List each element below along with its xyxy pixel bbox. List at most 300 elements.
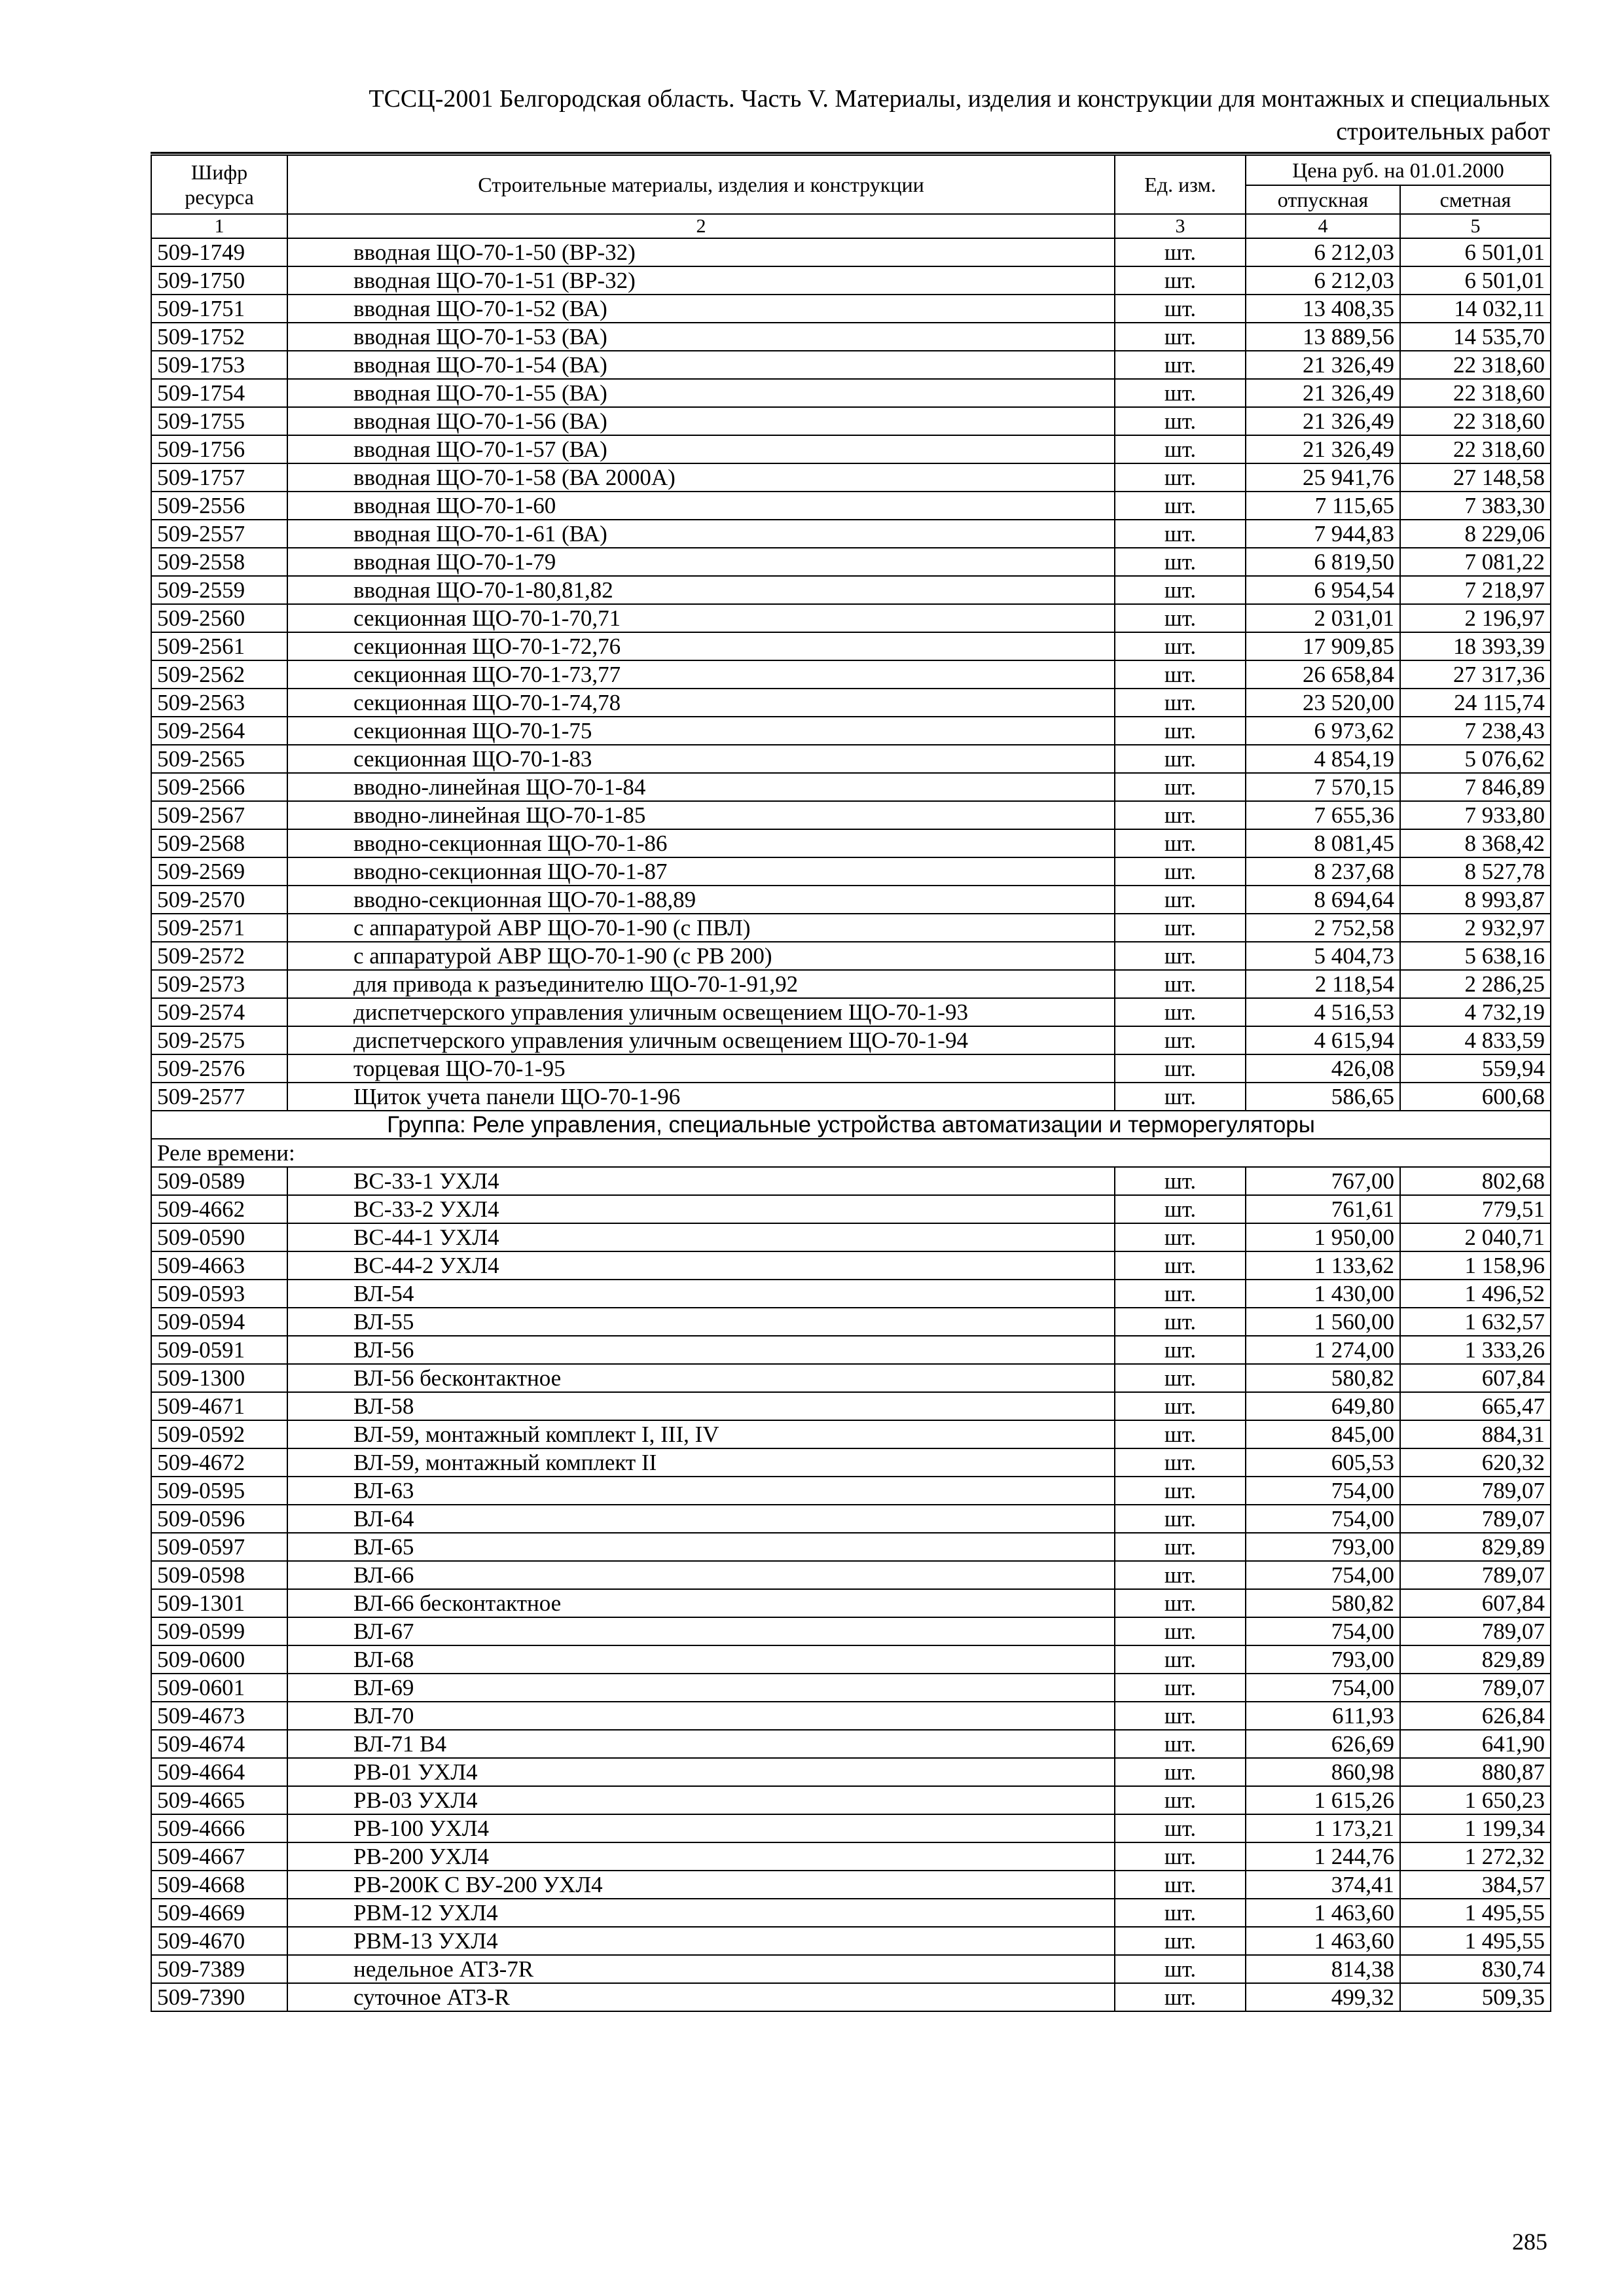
- resource-code: 509-2558: [151, 548, 287, 576]
- resource-name: ВС-44-1 УХЛ4: [287, 1223, 1115, 1251]
- price-release: 8 081,45: [1246, 829, 1400, 857]
- price-release: 1 463,60: [1246, 1927, 1400, 1955]
- price-release: 2 031,01: [1246, 604, 1400, 632]
- price-release: 21 326,49: [1246, 435, 1400, 463]
- unit-cell: шт.: [1115, 1308, 1246, 1336]
- price-estimate: 830,74: [1400, 1955, 1551, 1983]
- price-release: 1 133,62: [1246, 1251, 1400, 1280]
- price-release: 13 408,35: [1246, 295, 1400, 323]
- resource-code: 509-2566: [151, 773, 287, 801]
- resource-code: 509-1755: [151, 407, 287, 435]
- resource-name: ВЛ-59, монтажный комплект II: [287, 1448, 1115, 1477]
- unit-cell: шт.: [1115, 745, 1246, 773]
- price-release: 580,82: [1246, 1589, 1400, 1617]
- unit-cell: шт.: [1115, 238, 1246, 266]
- resource-name: вводная ЩО-70-1-52 (ВА): [287, 295, 1115, 323]
- unit-cell: шт.: [1115, 1955, 1246, 1983]
- resource-name: секционная ЩО-70-1-74,78: [287, 689, 1115, 717]
- price-estimate: 829,89: [1400, 1645, 1551, 1674]
- resource-code: 509-1300: [151, 1364, 287, 1392]
- unit-cell: шт.: [1115, 435, 1246, 463]
- table-row: [151, 1786, 1551, 1814]
- price-release: 26 658,84: [1246, 660, 1400, 689]
- table-row: [151, 379, 1551, 407]
- table-row: [151, 492, 1551, 520]
- price-table: [151, 154, 1551, 2012]
- table-row: [151, 886, 1551, 914]
- resource-code: 509-1753: [151, 351, 287, 379]
- table-row: [151, 1195, 1551, 1223]
- unit-cell: шт.: [1115, 266, 1246, 295]
- resource-name: ВС-33-2 УХЛ4: [287, 1195, 1115, 1223]
- unit-cell: шт.: [1115, 1195, 1246, 1223]
- subgroup-title: Реле времени:: [151, 1139, 1551, 1167]
- header-price-estimate: сметная: [1400, 185, 1551, 214]
- unit-cell: шт.: [1115, 857, 1246, 886]
- unit-cell: шт.: [1115, 1280, 1246, 1308]
- unit-cell: шт.: [1115, 1448, 1246, 1477]
- resource-name: ВЛ-54: [287, 1280, 1115, 1308]
- resource-code: 509-0598: [151, 1561, 287, 1589]
- table-row: [151, 1448, 1551, 1477]
- resource-code: 509-2571: [151, 914, 287, 942]
- price-estimate: 14 535,70: [1400, 323, 1551, 351]
- resource-name: секционная ЩО-70-1-73,77: [287, 660, 1115, 689]
- table-row: [151, 1842, 1551, 1871]
- resource-name: торцевая ЩО-70-1-95: [287, 1054, 1115, 1083]
- resource-code: 509-2562: [151, 660, 287, 689]
- resource-name: вводная ЩО-70-1-51 (ВР-32): [287, 266, 1115, 295]
- price-estimate: 2 286,25: [1400, 970, 1551, 998]
- resource-name: ВЛ-56 бесконтактное: [287, 1364, 1115, 1392]
- resource-code: 509-4662: [151, 1195, 287, 1223]
- unit-cell: шт.: [1115, 1645, 1246, 1674]
- table-row: [151, 1589, 1551, 1617]
- resource-code: 509-1750: [151, 266, 287, 295]
- price-estimate: 27 148,58: [1400, 463, 1551, 492]
- unit-cell: шт.: [1115, 407, 1246, 435]
- resource-code: 509-0600: [151, 1645, 287, 1674]
- price-release: 6 819,50: [1246, 548, 1400, 576]
- price-estimate: 8 229,06: [1400, 520, 1551, 548]
- price-estimate: 1 158,96: [1400, 1251, 1551, 1280]
- resource-code: 509-2569: [151, 857, 287, 886]
- table-row: [151, 632, 1551, 660]
- resource-code: 509-7390: [151, 1983, 287, 2011]
- table-row: [151, 1280, 1551, 1308]
- unit-cell: шт.: [1115, 773, 1246, 801]
- resource-code: 509-2577: [151, 1083, 287, 1111]
- resource-name: ВЛ-65: [287, 1533, 1115, 1561]
- resource-name: РВ-100 УХЛ4: [287, 1814, 1115, 1842]
- resource-name: ВЛ-59, монтажный комплект I, III, IV: [287, 1420, 1115, 1448]
- price-release: 13 889,56: [1246, 323, 1400, 351]
- unit-cell: шт.: [1115, 463, 1246, 492]
- resource-code: 509-2573: [151, 970, 287, 998]
- price-estimate: 1 496,52: [1400, 1280, 1551, 1308]
- resource-name: ВС-44-2 УХЛ4: [287, 1251, 1115, 1280]
- unit-cell: шт.: [1115, 520, 1246, 548]
- resource-name: вводная ЩО-70-1-57 (ВА): [287, 435, 1115, 463]
- resource-code: 509-4669: [151, 1899, 287, 1927]
- table-row: [151, 1223, 1551, 1251]
- unit-cell: шт.: [1115, 1420, 1246, 1448]
- group-section: [151, 1111, 1551, 1167]
- resource-code: 509-1754: [151, 379, 287, 407]
- unit-cell: шт.: [1115, 1589, 1246, 1617]
- resource-name: диспетчерского управления уличным освещением ЩО-70-1-93: [287, 998, 1115, 1026]
- price-release: 1 615,26: [1246, 1786, 1400, 1814]
- group-title: Группа: Реле управления, специальные устройства автоматизации и терморегуляторы: [151, 1111, 1551, 1139]
- col-number-1: 1: [151, 214, 287, 238]
- price-release: 7 115,65: [1246, 492, 1400, 520]
- unit-cell: шт.: [1115, 1026, 1246, 1054]
- price-release: 754,00: [1246, 1505, 1400, 1533]
- resource-code: 509-1757: [151, 463, 287, 492]
- header-code-label: Шифр ресурса: [185, 160, 254, 209]
- resource-name: РВ-200К С ВУ-200 УХЛ4: [287, 1871, 1115, 1899]
- price-estimate: 1 632,57: [1400, 1308, 1551, 1336]
- resource-code: 509-1751: [151, 295, 287, 323]
- price-release: 586,65: [1246, 1083, 1400, 1111]
- unit-cell: шт.: [1115, 717, 1246, 745]
- unit-cell: шт.: [1115, 1730, 1246, 1758]
- price-release: 1 430,00: [1246, 1280, 1400, 1308]
- table-row: [151, 1308, 1551, 1336]
- price-estimate: 1 272,32: [1400, 1842, 1551, 1871]
- unit-cell: шт.: [1115, 1223, 1246, 1251]
- table-row: [151, 1617, 1551, 1645]
- price-estimate: 6 501,01: [1400, 238, 1551, 266]
- resource-code: 509-2560: [151, 604, 287, 632]
- price-release: 761,61: [1246, 1195, 1400, 1223]
- price-estimate: 789,07: [1400, 1617, 1551, 1645]
- resource-name: вводная ЩО-70-1-80,81,82: [287, 576, 1115, 604]
- resource-code: 509-4672: [151, 1448, 287, 1477]
- resource-name: диспетчерского управления уличным освещением ЩО-70-1-94: [287, 1026, 1115, 1054]
- price-release: 21 326,49: [1246, 407, 1400, 435]
- price-estimate: 829,89: [1400, 1533, 1551, 1561]
- table-row: [151, 1955, 1551, 1983]
- price-estimate: 600,68: [1400, 1083, 1551, 1111]
- resource-name: секционная ЩО-70-1-75: [287, 717, 1115, 745]
- resource-code: 509-2565: [151, 745, 287, 773]
- table-row: [151, 1983, 1551, 2011]
- unit-cell: шт.: [1115, 1054, 1246, 1083]
- price-release: 1 950,00: [1246, 1223, 1400, 1251]
- resource-code: 509-2575: [151, 1026, 287, 1054]
- unit-cell: шт.: [1115, 1927, 1246, 1955]
- price-release: 499,32: [1246, 1983, 1400, 2011]
- price-estimate: 5 076,62: [1400, 745, 1551, 773]
- price-estimate: 14 032,11: [1400, 295, 1551, 323]
- price-estimate: 559,94: [1400, 1054, 1551, 1083]
- resource-name: секционная ЩО-70-1-83: [287, 745, 1115, 773]
- table-row: [151, 857, 1551, 886]
- price-estimate: 1 199,34: [1400, 1814, 1551, 1842]
- table-row: [151, 238, 1551, 266]
- price-estimate: 384,57: [1400, 1871, 1551, 1899]
- resource-name: вводная ЩО-70-1-61 (ВА): [287, 520, 1115, 548]
- table-row: [151, 1561, 1551, 1589]
- table-row: [151, 1702, 1551, 1730]
- unit-cell: шт.: [1115, 492, 1246, 520]
- resource-code: 509-0591: [151, 1336, 287, 1364]
- resource-name: вводная ЩО-70-1-79: [287, 548, 1115, 576]
- resource-name: вводная ЩО-70-1-53 (ВА): [287, 323, 1115, 351]
- resource-name: ВЛ-63: [287, 1477, 1115, 1505]
- resource-code: 509-4663: [151, 1251, 287, 1280]
- unit-cell: шт.: [1115, 886, 1246, 914]
- price-estimate: 1 495,55: [1400, 1927, 1551, 1955]
- resource-name: ВЛ-67: [287, 1617, 1115, 1645]
- price-estimate: 7 081,22: [1400, 548, 1551, 576]
- resource-code: 509-1756: [151, 435, 287, 463]
- price-release: 2 118,54: [1246, 970, 1400, 998]
- price-estimate: 2 040,71: [1400, 1223, 1551, 1251]
- price-release: 814,38: [1246, 1955, 1400, 1983]
- unit-cell: шт.: [1115, 1814, 1246, 1842]
- table-row: [151, 1083, 1551, 1111]
- price-estimate: 7 218,97: [1400, 576, 1551, 604]
- price-release: 1 463,60: [1246, 1899, 1400, 1927]
- resource-code: 509-1749: [151, 238, 287, 266]
- price-estimate: 2 196,97: [1400, 604, 1551, 632]
- price-release: 2 752,58: [1246, 914, 1400, 942]
- resource-code: 509-1301: [151, 1589, 287, 1617]
- price-estimate: 1 333,26: [1400, 1336, 1551, 1364]
- resource-name: РВ-01 УХЛ4: [287, 1758, 1115, 1786]
- price-release: 4 516,53: [1246, 998, 1400, 1026]
- unit-cell: шт.: [1115, 829, 1246, 857]
- resource-name: для привода к разъединителю ЩО-70-1-91,92: [287, 970, 1115, 998]
- price-release: 17 909,85: [1246, 632, 1400, 660]
- table-row: [151, 801, 1551, 829]
- price-estimate: 7 933,80: [1400, 801, 1551, 829]
- price-estimate: 880,87: [1400, 1758, 1551, 1786]
- price-release: 605,53: [1246, 1448, 1400, 1477]
- price-release: 6 212,03: [1246, 266, 1400, 295]
- unit-cell: шт.: [1115, 1336, 1246, 1364]
- table-row: [151, 548, 1551, 576]
- price-estimate: 8 368,42: [1400, 829, 1551, 857]
- table-row: [151, 435, 1551, 463]
- price-release: 21 326,49: [1246, 351, 1400, 379]
- price-estimate: 802,68: [1400, 1167, 1551, 1195]
- unit-cell: шт.: [1115, 660, 1246, 689]
- unit-cell: шт.: [1115, 1983, 1246, 2011]
- resource-name: ВЛ-58: [287, 1392, 1115, 1420]
- table-row: [151, 1251, 1551, 1280]
- unit-cell: шт.: [1115, 1842, 1246, 1871]
- resource-code: 509-0595: [151, 1477, 287, 1505]
- price-estimate: 6 501,01: [1400, 266, 1551, 295]
- table-row: [151, 1364, 1551, 1392]
- resource-code: 509-4671: [151, 1392, 287, 1420]
- price-estimate: 22 318,60: [1400, 379, 1551, 407]
- table-row: [151, 351, 1551, 379]
- table-row: [151, 576, 1551, 604]
- price-estimate: 789,07: [1400, 1505, 1551, 1533]
- unit-cell: шт.: [1115, 998, 1246, 1026]
- unit-cell: шт.: [1115, 970, 1246, 998]
- table-row: [151, 1814, 1551, 1842]
- header-name: Строительные материалы, изделия и конструкции: [287, 155, 1115, 214]
- resource-code: 509-2568: [151, 829, 287, 857]
- resource-code: 509-1752: [151, 323, 287, 351]
- price-estimate: 5 638,16: [1400, 942, 1551, 970]
- unit-cell: шт.: [1115, 1251, 1246, 1280]
- price-release: 649,80: [1246, 1392, 1400, 1420]
- resource-code: 509-0589: [151, 1167, 287, 1195]
- resource-code: 509-4674: [151, 1730, 287, 1758]
- resource-name: недельное АТЗ-7R: [287, 1955, 1115, 1983]
- unit-cell: шт.: [1115, 914, 1246, 942]
- unit-cell: шт.: [1115, 1533, 1246, 1561]
- table-row: [151, 463, 1551, 492]
- resource-name: ВЛ-68: [287, 1645, 1115, 1674]
- resource-code: 509-0590: [151, 1223, 287, 1251]
- table-row: [151, 1477, 1551, 1505]
- table-row: [151, 1758, 1551, 1786]
- resource-name: вводно-линейная ЩО-70-1-85: [287, 801, 1115, 829]
- table-row: [151, 1899, 1551, 1927]
- running-header: [151, 84, 1550, 154]
- col-number-5: 5: [1400, 214, 1551, 238]
- header-code: [151, 155, 287, 214]
- unit-cell: шт.: [1115, 1786, 1246, 1814]
- resource-code: 509-2556: [151, 492, 287, 520]
- table-row: [151, 407, 1551, 435]
- price-release: 7 944,83: [1246, 520, 1400, 548]
- price-release: 793,00: [1246, 1533, 1400, 1561]
- resource-code: 509-4665: [151, 1786, 287, 1814]
- resource-name: ВЛ-66 бесконтактное: [287, 1589, 1115, 1617]
- unit-cell: шт.: [1115, 1505, 1246, 1533]
- price-release: 1 560,00: [1246, 1308, 1400, 1336]
- price-estimate: 27 317,36: [1400, 660, 1551, 689]
- unit-cell: шт.: [1115, 1392, 1246, 1420]
- resource-code: 509-2564: [151, 717, 287, 745]
- price-estimate: 789,07: [1400, 1477, 1551, 1505]
- unit-cell: шт.: [1115, 801, 1246, 829]
- unit-cell: шт.: [1115, 942, 1246, 970]
- resource-code: 509-0594: [151, 1308, 287, 1336]
- table-row: [151, 295, 1551, 323]
- table-row: [151, 1054, 1551, 1083]
- resource-code: 509-4668: [151, 1871, 287, 1899]
- unit-cell: шт.: [1115, 323, 1246, 351]
- price-release: 754,00: [1246, 1561, 1400, 1589]
- resource-name: вводная ЩО-70-1-55 (ВА): [287, 379, 1115, 407]
- unit-cell: шт.: [1115, 604, 1246, 632]
- price-estimate: 24 115,74: [1400, 689, 1551, 717]
- resource-code: 509-2572: [151, 942, 287, 970]
- resource-name: ВЛ-64: [287, 1505, 1115, 1533]
- col-number-3: 3: [1115, 214, 1246, 238]
- table-row: [151, 942, 1551, 970]
- price-estimate: 626,84: [1400, 1702, 1551, 1730]
- resource-code: 509-2574: [151, 998, 287, 1026]
- price-estimate: 1 495,55: [1400, 1899, 1551, 1927]
- resource-code: 509-0597: [151, 1533, 287, 1561]
- price-estimate: 620,32: [1400, 1448, 1551, 1477]
- price-release: 845,00: [1246, 1420, 1400, 1448]
- resource-name: РВ-200 УХЛ4: [287, 1842, 1115, 1871]
- price-release: 7 655,36: [1246, 801, 1400, 829]
- table-row: [151, 829, 1551, 857]
- table-body-part2: [151, 1167, 1551, 2011]
- resource-name: ВЛ-66: [287, 1561, 1115, 1589]
- resource-code: 509-2557: [151, 520, 287, 548]
- table-row: [151, 998, 1551, 1026]
- resource-name: вводно-секционная ЩО-70-1-88,89: [287, 886, 1115, 914]
- price-estimate: 1 650,23: [1400, 1786, 1551, 1814]
- price-release: 21 326,49: [1246, 379, 1400, 407]
- price-estimate: 8 993,87: [1400, 886, 1551, 914]
- group-row: [151, 1111, 1551, 1139]
- unit-cell: шт.: [1115, 632, 1246, 660]
- header-price-release: отпускная: [1246, 185, 1400, 214]
- price-release: 23 520,00: [1246, 689, 1400, 717]
- resource-name: ВЛ-55: [287, 1308, 1115, 1336]
- resource-name: секционная ЩО-70-1-70,71: [287, 604, 1115, 632]
- price-release: 6 973,62: [1246, 717, 1400, 745]
- resource-name: ВС-33-1 УХЛ4: [287, 1167, 1115, 1195]
- header-price: Цена руб. на 01.01.2000: [1246, 155, 1551, 185]
- resource-name: с аппаратурой АВР ЩО-70-1-90 (с РВ 200): [287, 942, 1115, 970]
- price-release: 754,00: [1246, 1674, 1400, 1702]
- price-estimate: 22 318,60: [1400, 351, 1551, 379]
- resource-name: ВЛ-71 В4: [287, 1730, 1115, 1758]
- resource-name: вводная ЩО-70-1-56 (ВА): [287, 407, 1115, 435]
- price-estimate: 8 527,78: [1400, 857, 1551, 886]
- price-release: 860,98: [1246, 1758, 1400, 1786]
- resource-name: вводно-секционная ЩО-70-1-87: [287, 857, 1115, 886]
- table-row: [151, 323, 1551, 351]
- table-row: [151, 1505, 1551, 1533]
- price-estimate: 4 833,59: [1400, 1026, 1551, 1054]
- price-release: 426,08: [1246, 1054, 1400, 1083]
- price-estimate: 607,84: [1400, 1364, 1551, 1392]
- price-estimate: 7 238,43: [1400, 717, 1551, 745]
- resource-code: 509-2567: [151, 801, 287, 829]
- table-row: [151, 604, 1551, 632]
- resource-name: вводно-секционная ЩО-70-1-86: [287, 829, 1115, 857]
- price-release: 1 173,21: [1246, 1814, 1400, 1842]
- table-row: [151, 689, 1551, 717]
- unit-cell: шт.: [1115, 1561, 1246, 1589]
- header-title-line2: строительных работ: [1336, 118, 1550, 145]
- table-body-part1: [151, 238, 1551, 1111]
- resource-code: 509-0592: [151, 1420, 287, 1448]
- unit-cell: шт.: [1115, 295, 1246, 323]
- table-row: [151, 1026, 1551, 1054]
- price-release: 5 404,73: [1246, 942, 1400, 970]
- header-unit-label: Ед. изм.: [1144, 173, 1216, 196]
- price-estimate: 4 732,19: [1400, 998, 1551, 1026]
- price-estimate: 18 393,39: [1400, 632, 1551, 660]
- resource-name: Щиток учета панели ЩО-70-1-96: [287, 1083, 1115, 1111]
- unit-cell: шт.: [1115, 1674, 1246, 1702]
- subgroup-row: [151, 1139, 1551, 1167]
- table-row: [151, 914, 1551, 942]
- price-release: 754,00: [1246, 1477, 1400, 1505]
- resource-name: РВМ-13 УХЛ4: [287, 1927, 1115, 1955]
- price-estimate: 509,35: [1400, 1983, 1551, 2011]
- price-release: 626,69: [1246, 1730, 1400, 1758]
- unit-cell: шт.: [1115, 576, 1246, 604]
